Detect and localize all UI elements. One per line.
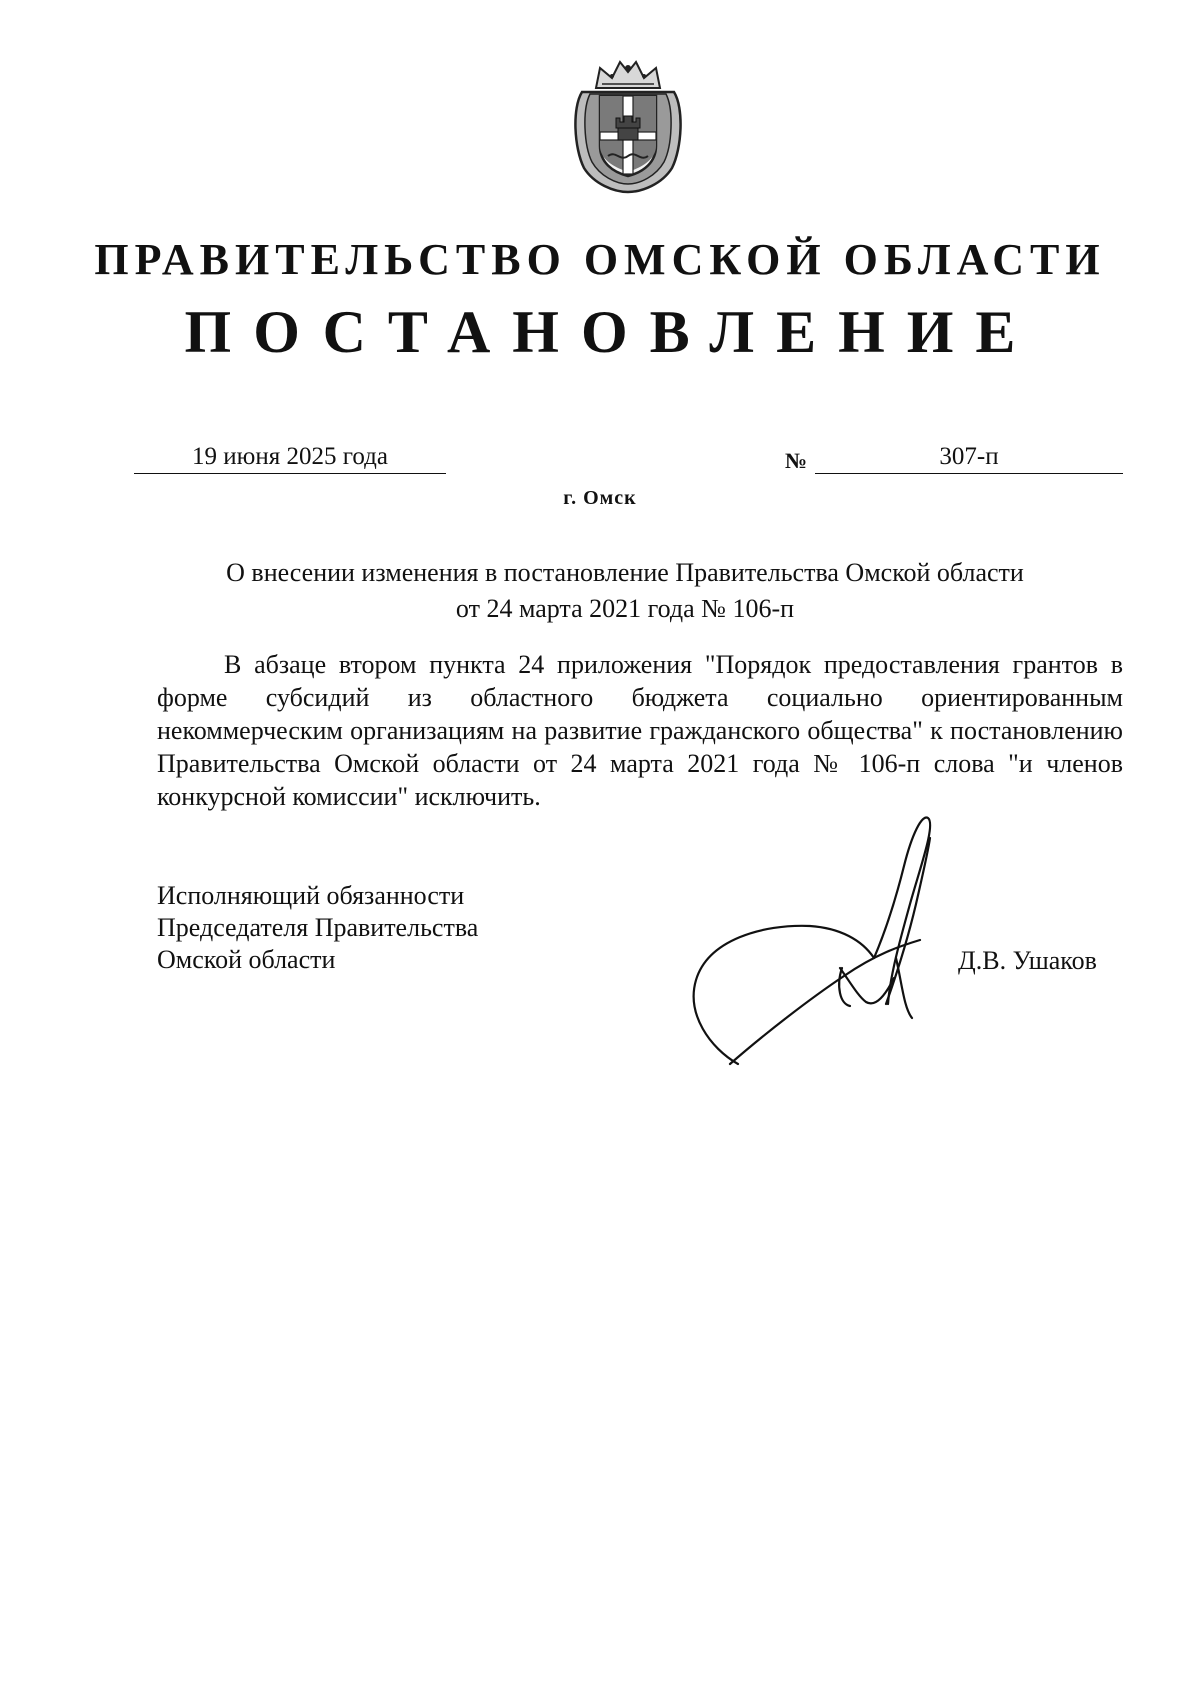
coat-of-arms-emblem — [568, 58, 688, 194]
signer-position-line-3: Омской области — [157, 945, 336, 974]
document-city: г. Омск — [563, 487, 637, 509]
document-number: 307-п — [815, 444, 1123, 474]
signer-position-line-2: Председателя Правительства — [157, 913, 479, 942]
subject-line-2: от 24 марта 2021 года № 106-п — [455, 594, 795, 623]
handwritten-signature — [690, 808, 960, 1070]
body-paragraph: В абзаце втором пункта 24 приложения "Порядок предоставления грантов в форме субсидий из областного бюджета социально ориентированным некоммерческим организациям на развитие гражданского общества" к постановлению Правительства Омской области от 24 марта 2021 года № 106-п слова "и членов конкурсной комиссии" исключить. — [157, 650, 1123, 811]
document-date: 19 июня 2025 года — [134, 444, 446, 474]
document-body — [157, 648, 1123, 813]
signer-position — [157, 880, 577, 976]
signer-position-line-1: Исполняющий обязанности — [157, 881, 465, 910]
number-sign-label: № — [785, 448, 808, 473]
subject-line-1: О внесении изменения в постановление Правительства Омской области — [226, 558, 1024, 587]
signer-name: Д.В. Ушаков — [958, 946, 1097, 975]
document-type-heading: ПОСТАНОВЛЕНИЕ — [184, 299, 1038, 365]
document-subject — [150, 555, 1100, 627]
organization-title: ПРАВИТЕЛЬСТВО ОМСКОЙ ОБЛАСТИ — [94, 235, 1106, 284]
